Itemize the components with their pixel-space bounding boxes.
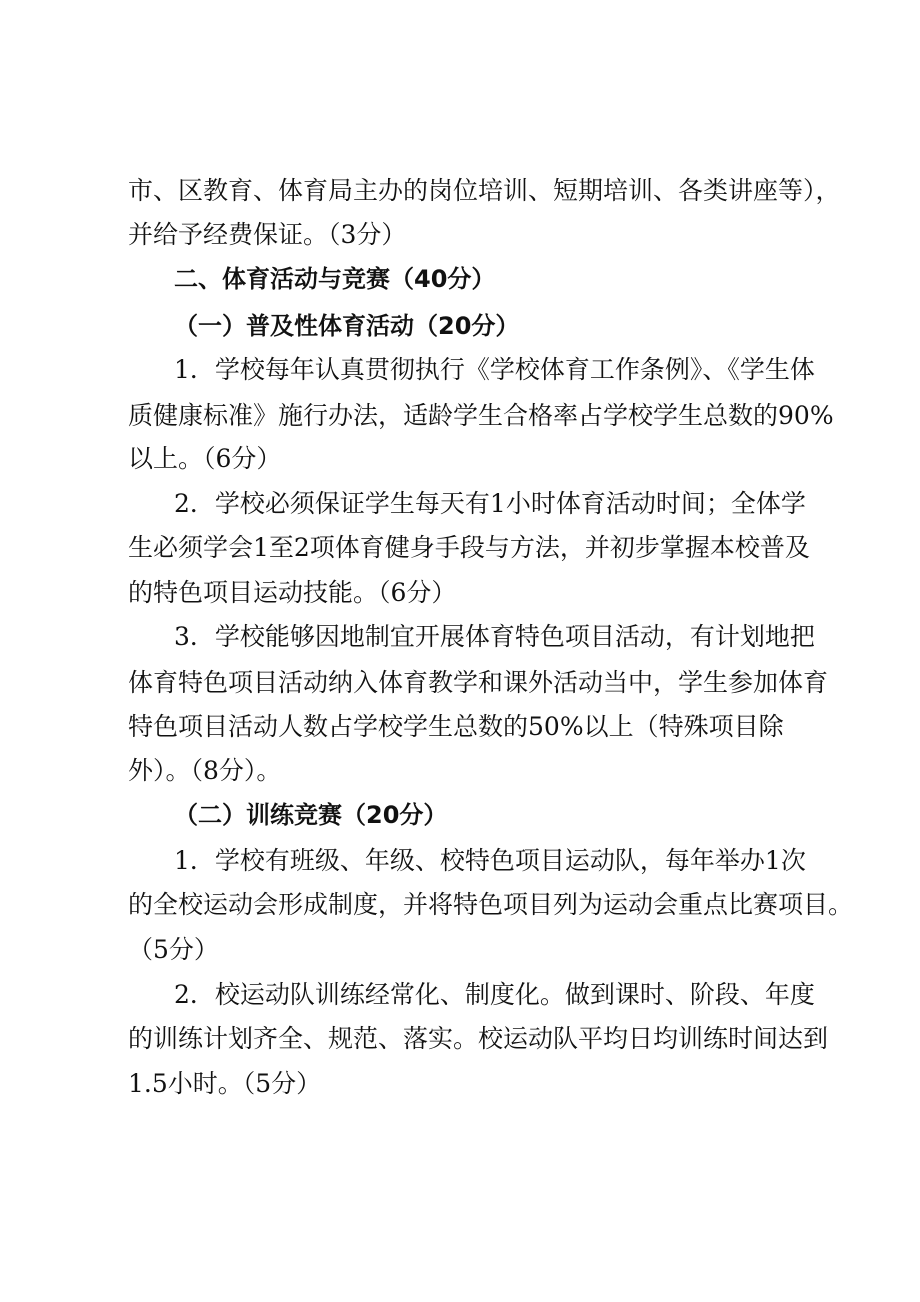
text-line: 并给予经费保证。（3分） [128, 220, 407, 249]
text-line: 1.5小时。（5分） [128, 1069, 322, 1098]
subsection-heading: （一）普及性体育活动（20分） [174, 312, 520, 340]
text-line: 的特色项目运动技能。（6分） [128, 578, 457, 607]
subsection-heading: （二）训练竞赛（20分） [174, 801, 448, 829]
text-line: 特色项目活动人数占学校学生总数的50%以上（特殊项目除 [128, 712, 784, 741]
text-line: 1．学校每年认真贯彻执行《学校体育工作条例》、《学生体 [174, 355, 815, 384]
text-line: 1．学校有班级、年级、校特色项目运动队，每年举办1次 [174, 846, 806, 875]
text-line: 的全校运动会形成制度，并将特色项目列为运动会重点比赛项目。 [128, 890, 854, 919]
text-line: 生必须学会1至2项体育健身手段与方法，并初步掌握本校普及 [128, 533, 810, 562]
text-line: 2．校运动队训练经常化、制度化。做到课时、阶段、年度 [174, 980, 815, 1009]
text-line: 体育特色项目活动纳入体育教学和课外活动当中，学生参加体育 [128, 668, 829, 697]
text-line: （5分） [128, 935, 219, 964]
text-line: 外）。（8分）。 [128, 756, 282, 785]
text-line: 以上。（6分） [128, 444, 282, 473]
text-line: 的训练计划齐全、规范、落实。校运动队平均日均训练时间达到 [128, 1024, 829, 1053]
text-line: 质健康标准》施行办法，适龄学生合格率占学校学生总数的90% [128, 401, 834, 430]
text-line: 3．学校能够因地制宜开展体育特色项目活动，有计划地把 [174, 622, 815, 651]
text-line: 市、区教育、体育局主办的岗位培训、短期培训、各类讲座等）， [128, 176, 841, 205]
text-line: 2．学校必须保证学生每天有1小时体育活动时间；全体学 [174, 489, 806, 518]
section-heading: 二、体育活动与竞赛（40分） [174, 265, 496, 293]
